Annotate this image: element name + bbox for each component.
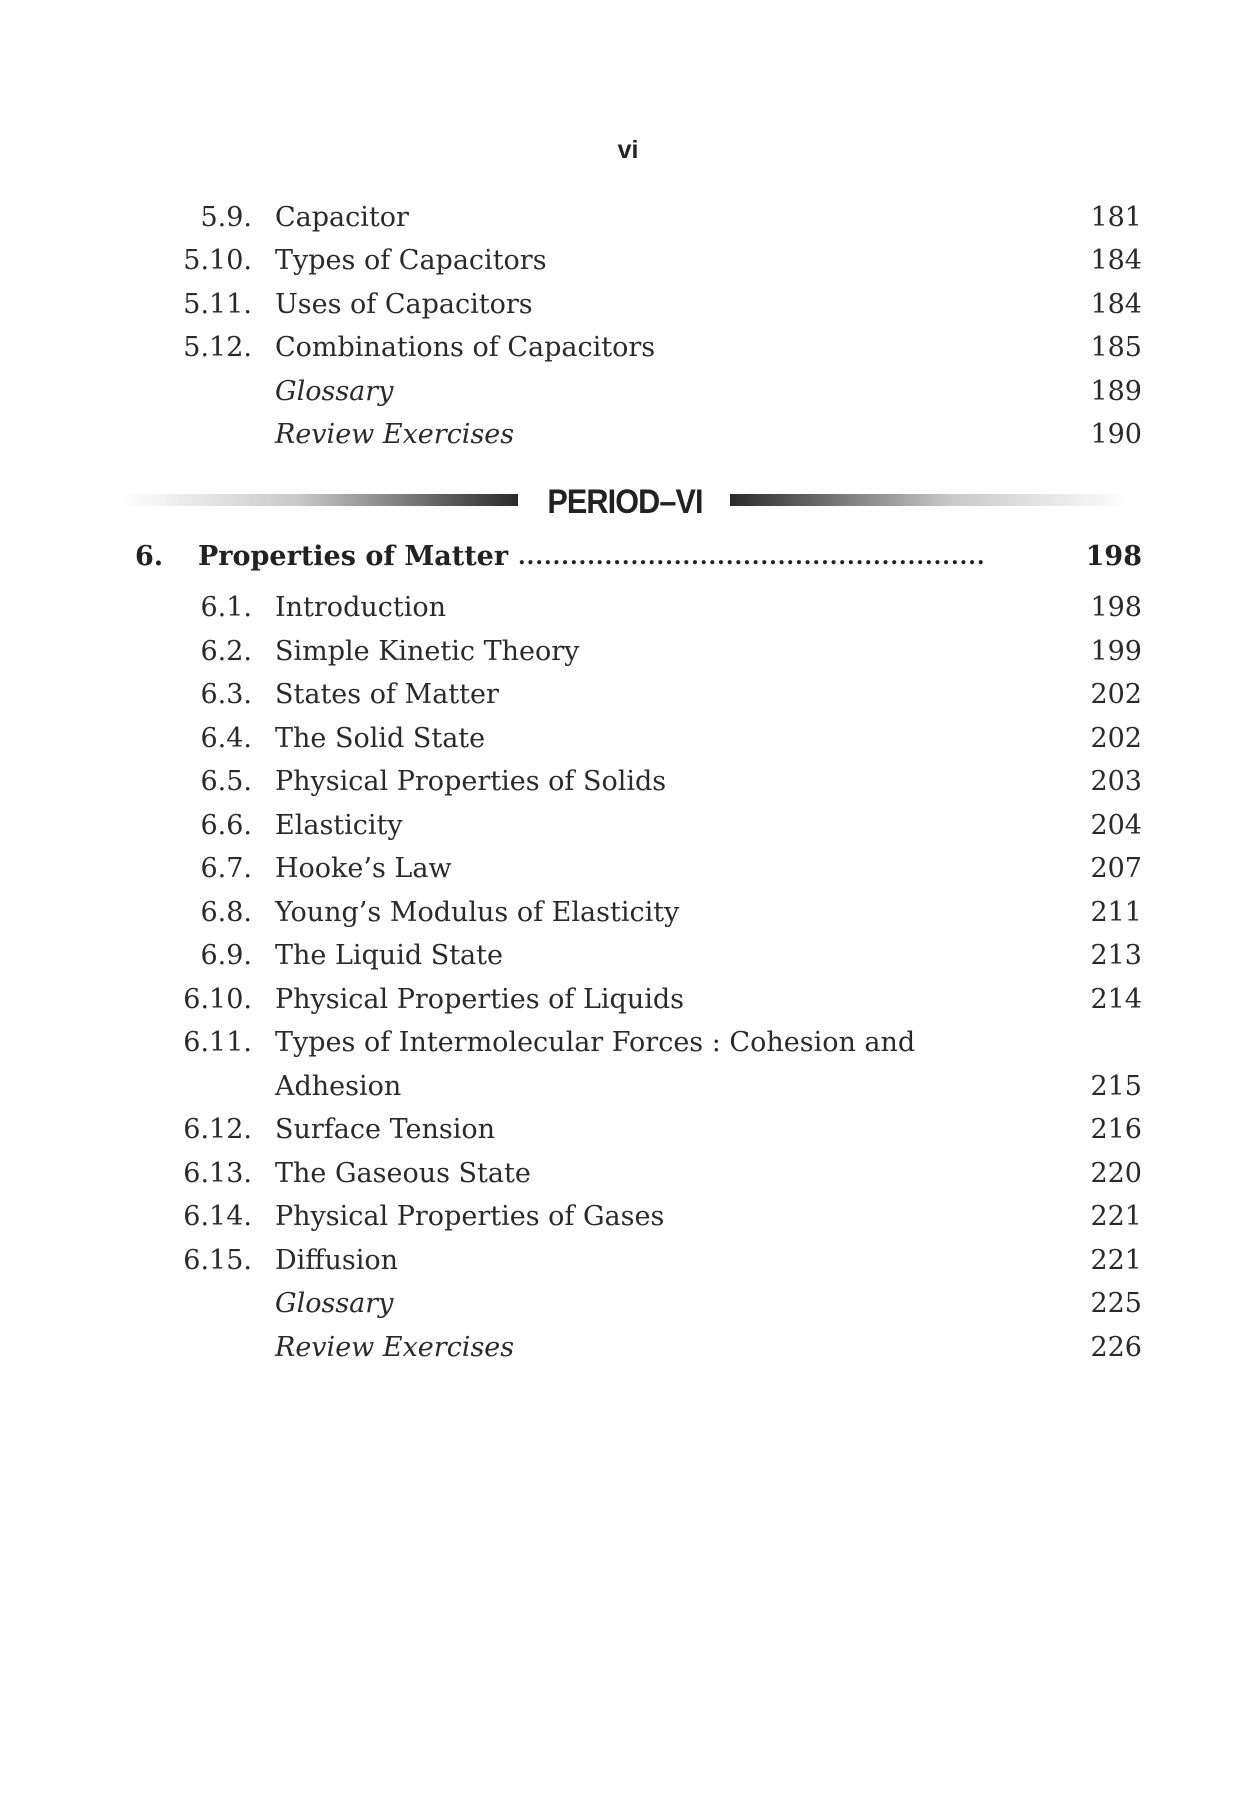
- entry-title: States of Matter: [275, 679, 499, 710]
- entry-number: 6.11.: [183, 1027, 252, 1058]
- entry-page: 215: [1090, 1071, 1142, 1102]
- toc-entry-review-exercises[interactable]: [0, 1328, 1260, 1368]
- toc-entry[interactable]: [0, 1023, 1260, 1063]
- entry-number: 5.10.: [183, 245, 252, 276]
- dot-leader: ......................................................: [518, 544, 986, 570]
- entry-number: 6.5.: [200, 766, 252, 797]
- chapter-number: 6.: [135, 541, 164, 572]
- toc-entry-glossary[interactable]: [0, 1284, 1260, 1324]
- toc-entry[interactable]: [0, 675, 1260, 715]
- entry-number: 6.7.: [200, 853, 252, 884]
- entry-title: Young’s Modulus of Elasticity: [275, 897, 680, 928]
- entry-number: 5.9.: [200, 202, 252, 233]
- toc-entry[interactable]: [0, 241, 1260, 281]
- entry-title: The Gaseous State: [275, 1158, 531, 1189]
- entry-title: Glossary: [275, 376, 394, 407]
- entry-title: Diffusion: [275, 1245, 398, 1276]
- entry-title: Types of Intermolecular Forces : Cohesion and: [275, 1027, 916, 1058]
- entry-title: Simple Kinetic Theory: [275, 636, 580, 667]
- entry-title: Physical Properties of Solids: [275, 766, 667, 797]
- toc-entry[interactable]: [0, 936, 1260, 976]
- toc-entry[interactable]: [0, 328, 1260, 368]
- entry-page: 213: [1090, 940, 1142, 971]
- entry-title: Types of Capacitors: [275, 245, 547, 276]
- entry-number: 6.15.: [183, 1245, 252, 1276]
- entry-page: 198: [1090, 592, 1142, 623]
- toc-entry[interactable]: [0, 893, 1260, 933]
- toc-entry[interactable]: [0, 1110, 1260, 1150]
- entry-number: 6.8.: [200, 897, 252, 928]
- entry-title: Glossary: [275, 1288, 394, 1319]
- entry-title: Introduction: [275, 592, 446, 623]
- toc-entry-glossary[interactable]: [0, 372, 1260, 412]
- page-number: vi: [617, 136, 639, 164]
- toc-entry-review-exercises[interactable]: [0, 415, 1260, 455]
- entry-number: 6.6.: [200, 810, 252, 841]
- entry-number: 6.9.: [200, 940, 252, 971]
- entry-page: 189: [1090, 376, 1142, 407]
- entry-number: 6.4.: [200, 723, 252, 754]
- banner-gradient-bar-right: [730, 494, 1130, 506]
- entry-page: 184: [1090, 245, 1142, 276]
- toc-entry[interactable]: [0, 632, 1260, 672]
- entry-title: Review Exercises: [275, 1332, 515, 1363]
- toc-entry[interactable]: [0, 980, 1260, 1020]
- period-banner: [120, 482, 1130, 522]
- toc-entry[interactable]: [0, 1154, 1260, 1194]
- entry-page: 214: [1090, 984, 1142, 1015]
- entry-page: 199: [1090, 636, 1142, 667]
- entry-page: 221: [1090, 1201, 1142, 1232]
- entry-title: Hooke’s Law: [275, 853, 452, 884]
- toc-entry[interactable]: [0, 762, 1260, 802]
- entry-page: 207: [1090, 853, 1142, 884]
- entry-page: 225: [1090, 1288, 1142, 1319]
- entry-number: 6.14.: [183, 1201, 252, 1232]
- toc-entry[interactable]: [0, 719, 1260, 759]
- entry-title: The Liquid State: [275, 940, 503, 971]
- toc-entry[interactable]: [0, 1241, 1260, 1281]
- entry-number: 5.12.: [183, 332, 252, 363]
- entry-page: 190: [1090, 419, 1142, 450]
- entry-page: 226: [1090, 1332, 1142, 1363]
- entry-page: 220: [1090, 1158, 1142, 1189]
- entry-title: Physical Properties of Gases: [275, 1201, 665, 1232]
- entry-title: Surface Tension: [275, 1114, 495, 1145]
- entry-number: 6.10.: [183, 984, 252, 1015]
- entry-title: The Solid State: [275, 723, 486, 754]
- banner-gradient-bar-left: [120, 494, 518, 506]
- entry-page: 202: [1090, 679, 1142, 710]
- toc-entry-continuation[interactable]: [0, 1067, 1260, 1107]
- chapter-title: Properties of Matter: [198, 541, 509, 572]
- entry-page: 211: [1090, 897, 1142, 928]
- entry-title: Capacitor: [275, 202, 409, 233]
- entry-page: 221: [1090, 1245, 1142, 1276]
- entry-page: 181: [1090, 202, 1142, 233]
- entry-page: 202: [1090, 723, 1142, 754]
- entry-number: 6.13.: [183, 1158, 252, 1189]
- toc-entry[interactable]: [0, 198, 1260, 238]
- entry-title: Review Exercises: [275, 419, 515, 450]
- entry-title: Uses of Capacitors: [275, 289, 533, 320]
- entry-page: 204: [1090, 810, 1142, 841]
- entry-title: Combinations of Capacitors: [275, 332, 656, 363]
- entry-title: Adhesion: [275, 1071, 402, 1102]
- entry-page: 184: [1090, 289, 1142, 320]
- entry-page: 185: [1090, 332, 1142, 363]
- entry-title: Physical Properties of Liquids: [275, 984, 684, 1015]
- chapter-heading[interactable]: [0, 537, 1260, 577]
- entry-number: 5.11.: [183, 289, 252, 320]
- entry-page: 216: [1090, 1114, 1142, 1145]
- entry-number: 6.12.: [183, 1114, 252, 1145]
- entry-number: 6.2.: [200, 636, 252, 667]
- chapter-page: 198: [1085, 541, 1142, 572]
- entry-number: 6.1.: [200, 592, 252, 623]
- period-heading: PERIOD–VI: [547, 483, 703, 521]
- toc-entry[interactable]: [0, 806, 1260, 846]
- entry-page: 203: [1090, 766, 1142, 797]
- entry-number: 6.3.: [200, 679, 252, 710]
- toc-entry[interactable]: [0, 588, 1260, 628]
- toc-entry[interactable]: [0, 1197, 1260, 1237]
- toc-entry[interactable]: [0, 849, 1260, 889]
- entry-title: Elasticity: [275, 810, 403, 841]
- toc-entry[interactable]: [0, 285, 1260, 325]
